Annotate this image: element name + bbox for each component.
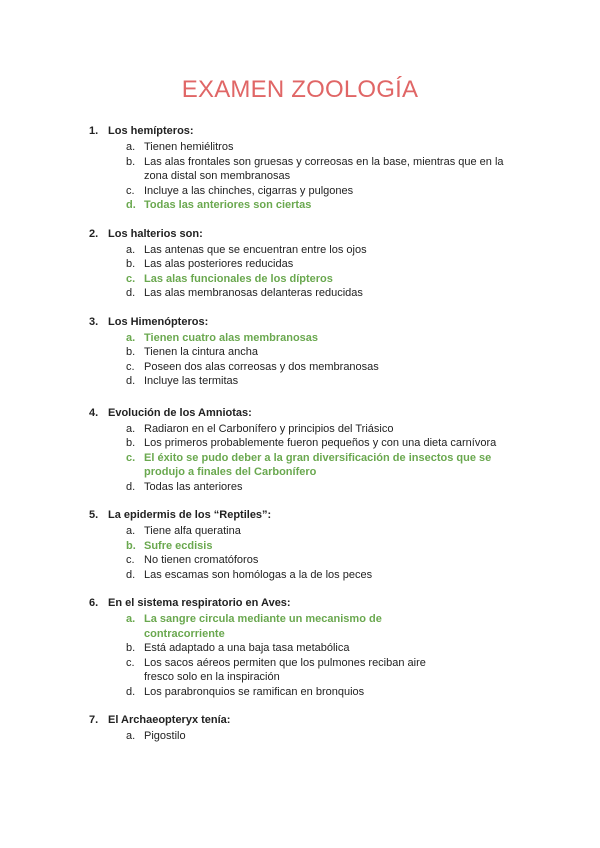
option-text: Tiene alfa queratina [144, 525, 241, 537]
option [0, 480, 600, 495]
option-text: Los primeros probablemente fueron pequeños y con una dieta carnívora [144, 437, 497, 449]
question-text: Los halterios son: [108, 227, 203, 240]
option [0, 656, 600, 685]
option-text: La sangre circula mediante un mecanismo de contracorriente [144, 613, 382, 640]
option-text: Radiaron en el Carbonífero y principios del Triásico [144, 422, 394, 435]
question-text: Evolución de los Amniotas: [108, 406, 252, 419]
option-text: Las escamas son homólogas a la de los peces [144, 568, 373, 581]
option [0, 345, 600, 360]
option [0, 286, 600, 301]
option-letter: c. [126, 272, 136, 285]
option [0, 568, 600, 583]
option-list [0, 140, 600, 213]
option-text: No tienen cromatóforos [144, 554, 259, 566]
option-letter: c. [126, 360, 135, 373]
question-number: 4. [89, 406, 99, 419]
question-heading [0, 124, 600, 139]
question-number: 5. [89, 509, 99, 521]
option-letter: a. [126, 331, 136, 344]
question-text: Los hemípteros: [108, 125, 194, 137]
question-number: 6. [89, 597, 99, 609]
option [0, 729, 600, 744]
page-title: EXAMEN ZOOLOGÍA [181, 76, 419, 103]
question-text: En el sistema respiratorio en Aves: [108, 597, 291, 609]
question-7 [0, 713, 600, 744]
option-letter: b. [126, 155, 136, 168]
option [0, 374, 600, 389]
option-letter: c. [126, 184, 135, 197]
option-list [0, 422, 600, 495]
option [0, 641, 600, 656]
question-heading [0, 508, 600, 523]
option-letter: d. [126, 199, 136, 211]
question-text: La epidermis de los “Reptiles”: [108, 509, 272, 521]
question-1 [0, 124, 600, 213]
option-letter: b. [126, 539, 136, 552]
option-text: Las alas posteriores reducidas [144, 258, 294, 270]
option-text: Poseen dos alas correosas y dos membranosas [144, 360, 379, 373]
option-text: Los parabronquios se ramifican en bronquios [144, 685, 365, 698]
option [0, 155, 600, 184]
option [0, 436, 600, 451]
option-text: Todas las anteriores [144, 480, 243, 493]
question-heading [0, 406, 600, 421]
option [0, 243, 600, 258]
option-correct [0, 198, 600, 213]
option-letter: b. [126, 437, 136, 449]
option-text: Incluye las termitas [144, 375, 239, 387]
question-text: El Archaeopteryx tenía: [108, 714, 231, 726]
option-text: Tienen la cintura ancha [144, 346, 258, 358]
option [0, 422, 600, 437]
option [0, 685, 600, 700]
option [0, 257, 600, 272]
question-number: 1. [89, 125, 99, 137]
option-text: Las alas membranosas delanteras reducidas [144, 287, 363, 299]
option-letter: d. [126, 568, 136, 581]
question-number: 7. [89, 714, 99, 726]
option-text: Está adaptado a una baja tasa metabólica [144, 642, 350, 654]
option-letter: c. [126, 451, 136, 464]
option-letter: a. [126, 141, 136, 153]
question-2 [0, 227, 600, 301]
question-heading [0, 713, 600, 728]
option-text: Tienen cuatro alas membranosas [144, 331, 319, 344]
option-text: El éxito se pudo deber a la gran diversificación de insectos que se produjo a finales del Carbonífero [144, 451, 492, 478]
option-text: Incluye a las chinches, cigarras y pulgones [144, 184, 354, 197]
question-5 [0, 508, 600, 582]
question-heading [0, 227, 600, 242]
option-correct [0, 451, 600, 480]
question-text: Los Himenópteros: [108, 315, 209, 328]
option [0, 524, 600, 539]
option-list [0, 729, 600, 744]
option-text: Los sacos aéreos permiten que los pulmones reciban aire fresco solo en la inspiración [144, 656, 426, 683]
question-number: 2. [89, 227, 99, 240]
option-list [0, 612, 600, 699]
option-text: Tienen hemiélitros [144, 141, 234, 153]
option-letter: a. [126, 243, 136, 256]
option-letter: a. [126, 422, 136, 435]
option-text: Todas las anteriores son ciertas [144, 199, 312, 211]
option-letter: a. [126, 613, 136, 625]
option-letter: b. [126, 258, 136, 270]
question-number: 3. [89, 315, 99, 328]
option-correct [0, 612, 600, 641]
option [0, 553, 600, 568]
question-list [0, 110, 600, 744]
option-text: Las antenas que se encuentran entre los ojos [144, 243, 367, 256]
option-text: Las alas frontales son gruesas y correosas en la base, mientras que en la zona distal son membranosas [144, 155, 504, 182]
option [0, 360, 600, 375]
option-letter: b. [126, 642, 136, 654]
option-letter: d. [126, 375, 136, 387]
option-text: Sufre ecdisis [144, 539, 213, 552]
option [0, 140, 600, 155]
question-6 [0, 596, 600, 699]
option-letter: d. [126, 287, 136, 299]
option-correct [0, 539, 600, 554]
option-text: Las alas funcionales de los dípteros [144, 272, 333, 285]
option-list [0, 331, 600, 389]
option-correct [0, 331, 600, 346]
option-list [0, 243, 600, 301]
question-3 [0, 315, 600, 389]
option-letter: c. [126, 554, 135, 566]
option-letter: a. [126, 525, 136, 537]
option [0, 184, 600, 199]
question-4 [0, 406, 600, 495]
option-letter: d. [126, 685, 136, 698]
option-letter: a. [126, 730, 136, 742]
question-heading [0, 315, 600, 330]
option-correct [0, 272, 600, 287]
option-list [0, 524, 600, 582]
option-letter: b. [126, 346, 136, 358]
option-letter: c. [126, 656, 135, 669]
option-letter: d. [126, 480, 136, 493]
question-heading [0, 596, 600, 611]
option-text: Pigostilo [144, 730, 186, 742]
